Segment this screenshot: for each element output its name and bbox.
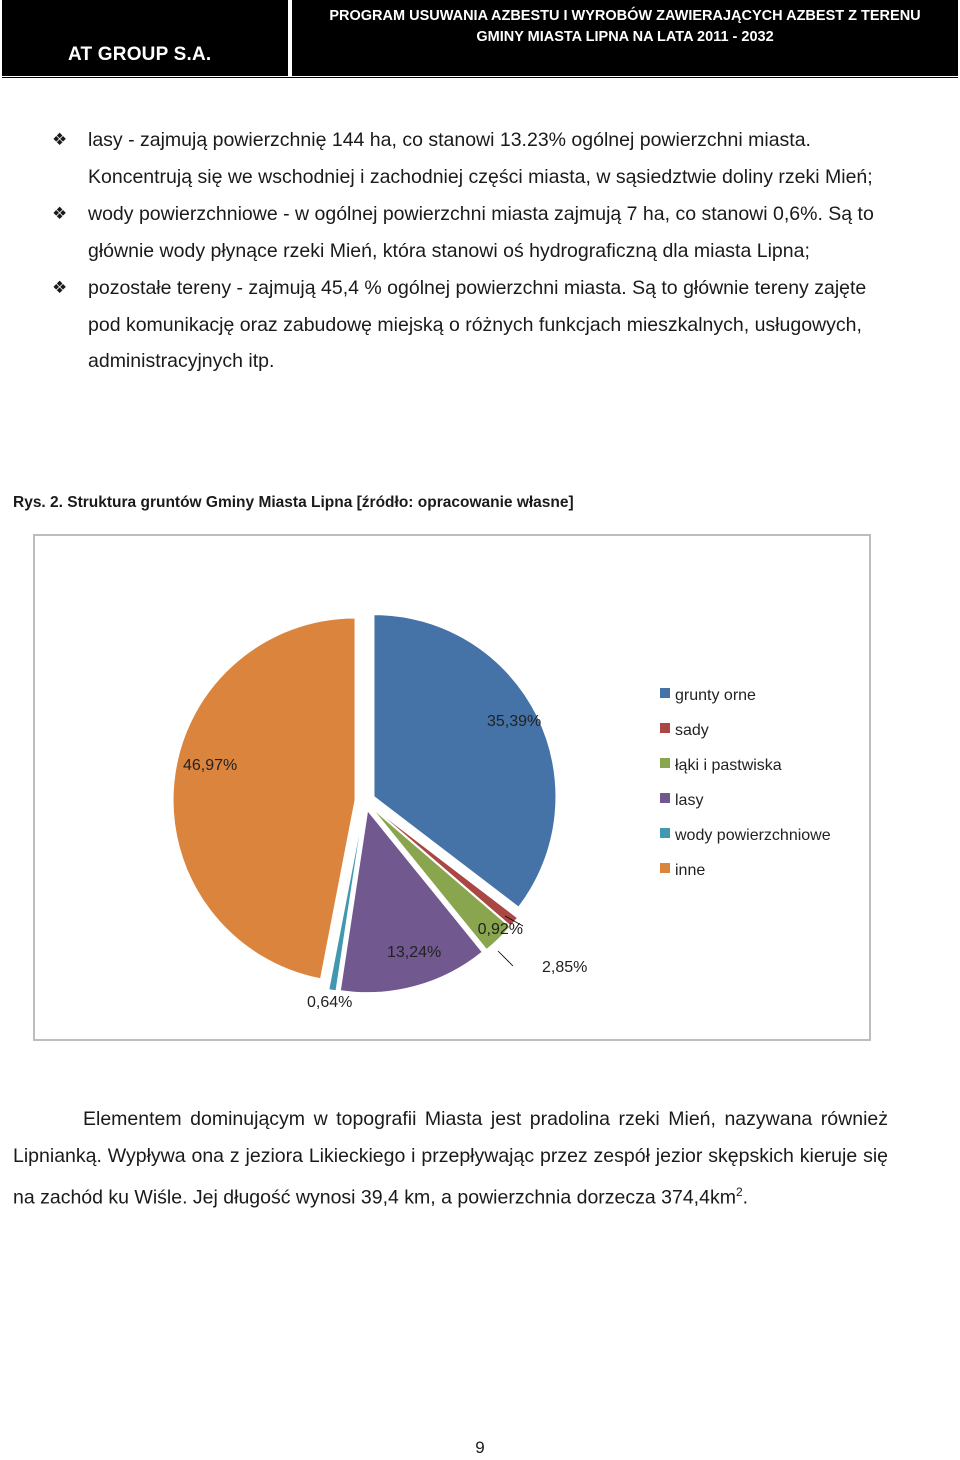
paragraph-text: Elementem dominującym w topografii Miasta jest pradolina rzeki Mień, nazywana również Lipnianką. Wypływa ona z jeziora Likieckiego i przepływając przez zespół jezior skępskich kieruje się na zachód ku Wiśle. Jej długość wynosi 39,4 km, a powierzchnia dorzecza 374,4km (13, 1108, 888, 1209)
data-label: 0,64% (307, 994, 353, 1011)
data-label: 0,92% (477, 921, 523, 938)
list-item-text: pozostałe tereny - zajmują 45,4 % ogólnej powierzchni miasta. Są to głównie tereny zajęte pod komunikację oraz zabudowę miejską o różnych funkcjach mieszkalnych, usługowych, administracyjnych itp. (88, 277, 867, 372)
data-label: 2,85% (542, 959, 588, 976)
legend-swatch (660, 828, 670, 838)
pie-chart-frame (33, 534, 871, 1041)
body-paragraph (13, 1101, 888, 1216)
data-label: 13,24% (387, 944, 442, 961)
leader-line (498, 951, 513, 966)
header-title-box (292, 0, 958, 76)
document-title-line-2: GMINY MIASTA LIPNA NA LATA 2011 - 2032 (476, 29, 774, 45)
data-label: 35,39% (487, 713, 542, 730)
document-title-line-1: PROGRAM USUWANIA AZBESTU I WYROBÓW ZAWIERAJĄCYCH AZBEST Z TERENU (329, 8, 921, 24)
diamond-bullet-icon: ❖ (52, 130, 68, 149)
legend-label: grunty orne (675, 687, 756, 704)
list-item (52, 122, 892, 195)
list-item (52, 270, 892, 380)
pie-chart (35, 536, 869, 1039)
legend-label: sady (675, 722, 709, 739)
diamond-bullet-icon: ❖ (52, 204, 68, 223)
list-item (52, 196, 892, 269)
legend-label: łąki i pastwiska (675, 757, 782, 774)
list-item-text: wody powierzchniowe - w ogólnej powierzchni miasta zajmują 7 ha, co stanowi 0,6%. Są to głównie wody płynące rzeki Mień, która stanowi oś hydrograficzną dla miasta Lipna; (88, 203, 874, 262)
legend-label: wody powierzchniowe (675, 827, 831, 844)
legend-swatch (660, 688, 670, 698)
legend-swatch (660, 723, 670, 733)
figure-caption: Rys. 2. Struktura gruntów Gminy Miasta Lipna [źródło: opracowanie własne] (13, 494, 574, 511)
list-item-text: lasy - zajmują powierzchnię 144 ha, co stanowi 13.23% ogólnej powierzchni miasta. Koncentrują się we wschodniej i zachodniej części miasta, w sąsiedztwie doliny rzeki Mień; (88, 129, 873, 188)
data-label: 46,97% (183, 757, 238, 774)
legend-swatch (660, 863, 670, 873)
header-company-box (2, 0, 288, 76)
legend-label: inne (675, 862, 706, 879)
diamond-bullet-icon: ❖ (52, 278, 68, 297)
paragraph-end: . (742, 1186, 749, 1209)
superscript-two: 2 (735, 1185, 743, 1199)
legend-swatch (660, 793, 670, 803)
pie-slice-5 (173, 618, 355, 979)
legend-label: lasy (675, 792, 704, 809)
company-name: AT GROUP S.A. (68, 44, 212, 65)
legend-swatch (660, 758, 670, 768)
page-number: 9 (475, 1438, 485, 1457)
header-divider (2, 77, 958, 78)
land-use-list (52, 122, 892, 380)
